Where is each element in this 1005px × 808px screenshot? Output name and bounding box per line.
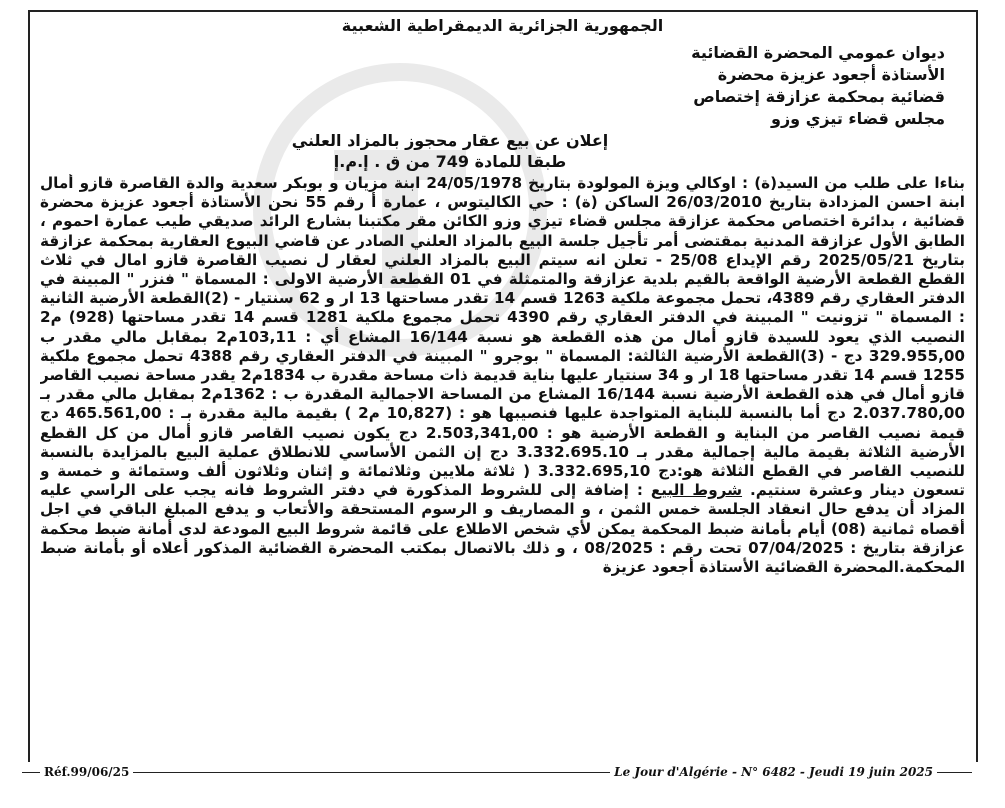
office-line-3: قضائية بمحكمة عزازقة إختصاص: [693, 87, 945, 106]
journal-citation: Le Jour d'Algérie - N° 6482 - Jeudi 19 juin 2025: [610, 765, 937, 779]
announcement-title: إعلان عن بيع عقار محجوز بالمزاد العلني: [291, 131, 609, 150]
body-part-2: : إضافة إلى للشروط المذكورة في دفتر الشروط فانه يجب على الراسي عليه المزاد أن يدفع حال انعقاد الجلسة خمس الثمن ، و المصاريف و الرسوم المستحقة والأتعاب و يدفع المبلغ الباقي في اجل أقصاه ثمانية (08) أيام بأمانة ضبط المحكمة يمكن لأي شخص الاطلاع على قائمة شروط البيع المودعة لدى أمانة ضبط محكمة عزازقة بتاريخ : 07/04/2025 تحت رقم : 08/2025 ، و ذلك بالاتصال بمكتب المحضرة القضائية المذكور أعلاه أو بأمانة ضبط المحكمة.المحضرة القضائية الأستاذة أجعود عزيزة: [40, 481, 965, 577]
announcement-subtitle: طبقا للمادة 749 من ق . إ.م.إ: [333, 152, 567, 171]
body-paragraph: [40, 174, 965, 577]
bailiff-office-block: [385, 42, 945, 130]
office-line-2: الأستاذة أجعود عزيزة محضرة: [717, 65, 945, 84]
office-line-4: مجلس قضاء تيزي وزو: [771, 109, 945, 128]
announcement-title-block: [120, 130, 780, 172]
announcement-body: [40, 174, 965, 754]
office-line-1: ديوان عمومي المحضرة القضائية: [691, 43, 945, 62]
sale-conditions-label: شروط البيع: [650, 481, 743, 500]
republic-header: الجمهورية الجزائرية الديمقراطية الشعبية: [341, 16, 664, 35]
body-part-1: بناءا على طلب من السيد(ة) : اوكالي ويزة المولودة بتاريخ 24/05/1978 ابنة مزيان و بوبكر سعدية والدة القاصرة قازو أمال ابنة احسن المزدادة بتاريخ 26/03/2010 الساكن (ة) : حي الكاليتوس ، عمارة أ رقم 55 نحن الأستاذة أجعود عزيزة محضرة قضائية ، بدائرة اختصاص محكمة عزازقة مجلس قضاء تيزي وزو الكائن مقر مكتبنا بشارع الرائد صديقي طيب عمارة احموم ، الطابق الأول عزازقة المدنية بمقتضى أمر تأجيل جلسة البيع بالمزاد العلني الصادر عن قاضي البيوع العقارية بمحكمة عزازقة بتاريخ 2025/05/21 رقم الإيداع 25/08 - تعلن انه سيتم البيع بالمزاد العلني لعقار ل نصيب القاصرة قازو امال في ثلاث القطع القطعة الأرضية الواقعة بالقيم بلدية عزازقة والمتمثلة في 01 القطعة الأرضية الاولى : المسماة " فنزر " المبينة في الدفتر العقاري رقم 4389، تحمل مجموعة ملكية 1263 قسم 14 تقدر مساحتها 13 ار و 62 سنتيار - (2)القطعة الأرضية الثانية : المسماة " تزونيت " المبينة في الدفتر العقاري رقم 4390 تحمل مجموع ملكية 1281 قسم 14 تقدر مساحتها (928) م2 النصيب الذي يعود للسيدة قازو أمال من هذه القطعة هو نسبة 16/144 المشاع أي : 103,11م2 بمقابل مالي مقدر ب 329.955,00 دج - (3)القطعة الأرضية الثالثة: المسماة " بوجرو " المبينة في الدفتر العقاري رقم 4388 تحمل مجموع ملكية 1255 قسم 14 تقدر مساحتها 18 ار و 34 سنتيار عليها بناية قديمة ذات مساحة مقدرة ب 1834م2 يقدر مساحة نصيب القاصر قازو أمال في هذه القطعة الأرضية نسبة 16/144 المشاع من المساحة الاجمالية المقدرة ب : 1362م2 بمقابل مالي مقدر بـ 2.037.780,00 دج أما بالنسبة للبناية المتواجدة عليها فنصيبها هو : (10,827 م2 ) بقيمة مالية مقدرة بـ : 465.561,00 دج قيمة نصيب القاصر من البناية و القطعة الأرضية هو : 2.503,341,00 دج يكون نصيب القاصر قازو أمال من كل القطع الأرضية الثلاثة بقيمة مالية إجمالية مقدر بـ 3.332.695.10 دج إن الثمن الأساسي للانطلاق عملية البيع بالمزايدة بالنسبة للنصيب القاصر في القطع الثلاثة هو:دج 3.332.695,10 ( ثلاثة ملايين وثلاثمائة و إثنان وثلاثون ألف وستمائة و خمسة و تسعون دينار وعشرة سنتيم.: [40, 174, 965, 500]
reference-number: Réf.99/06/25: [40, 765, 133, 779]
footer-bar: [22, 762, 982, 784]
